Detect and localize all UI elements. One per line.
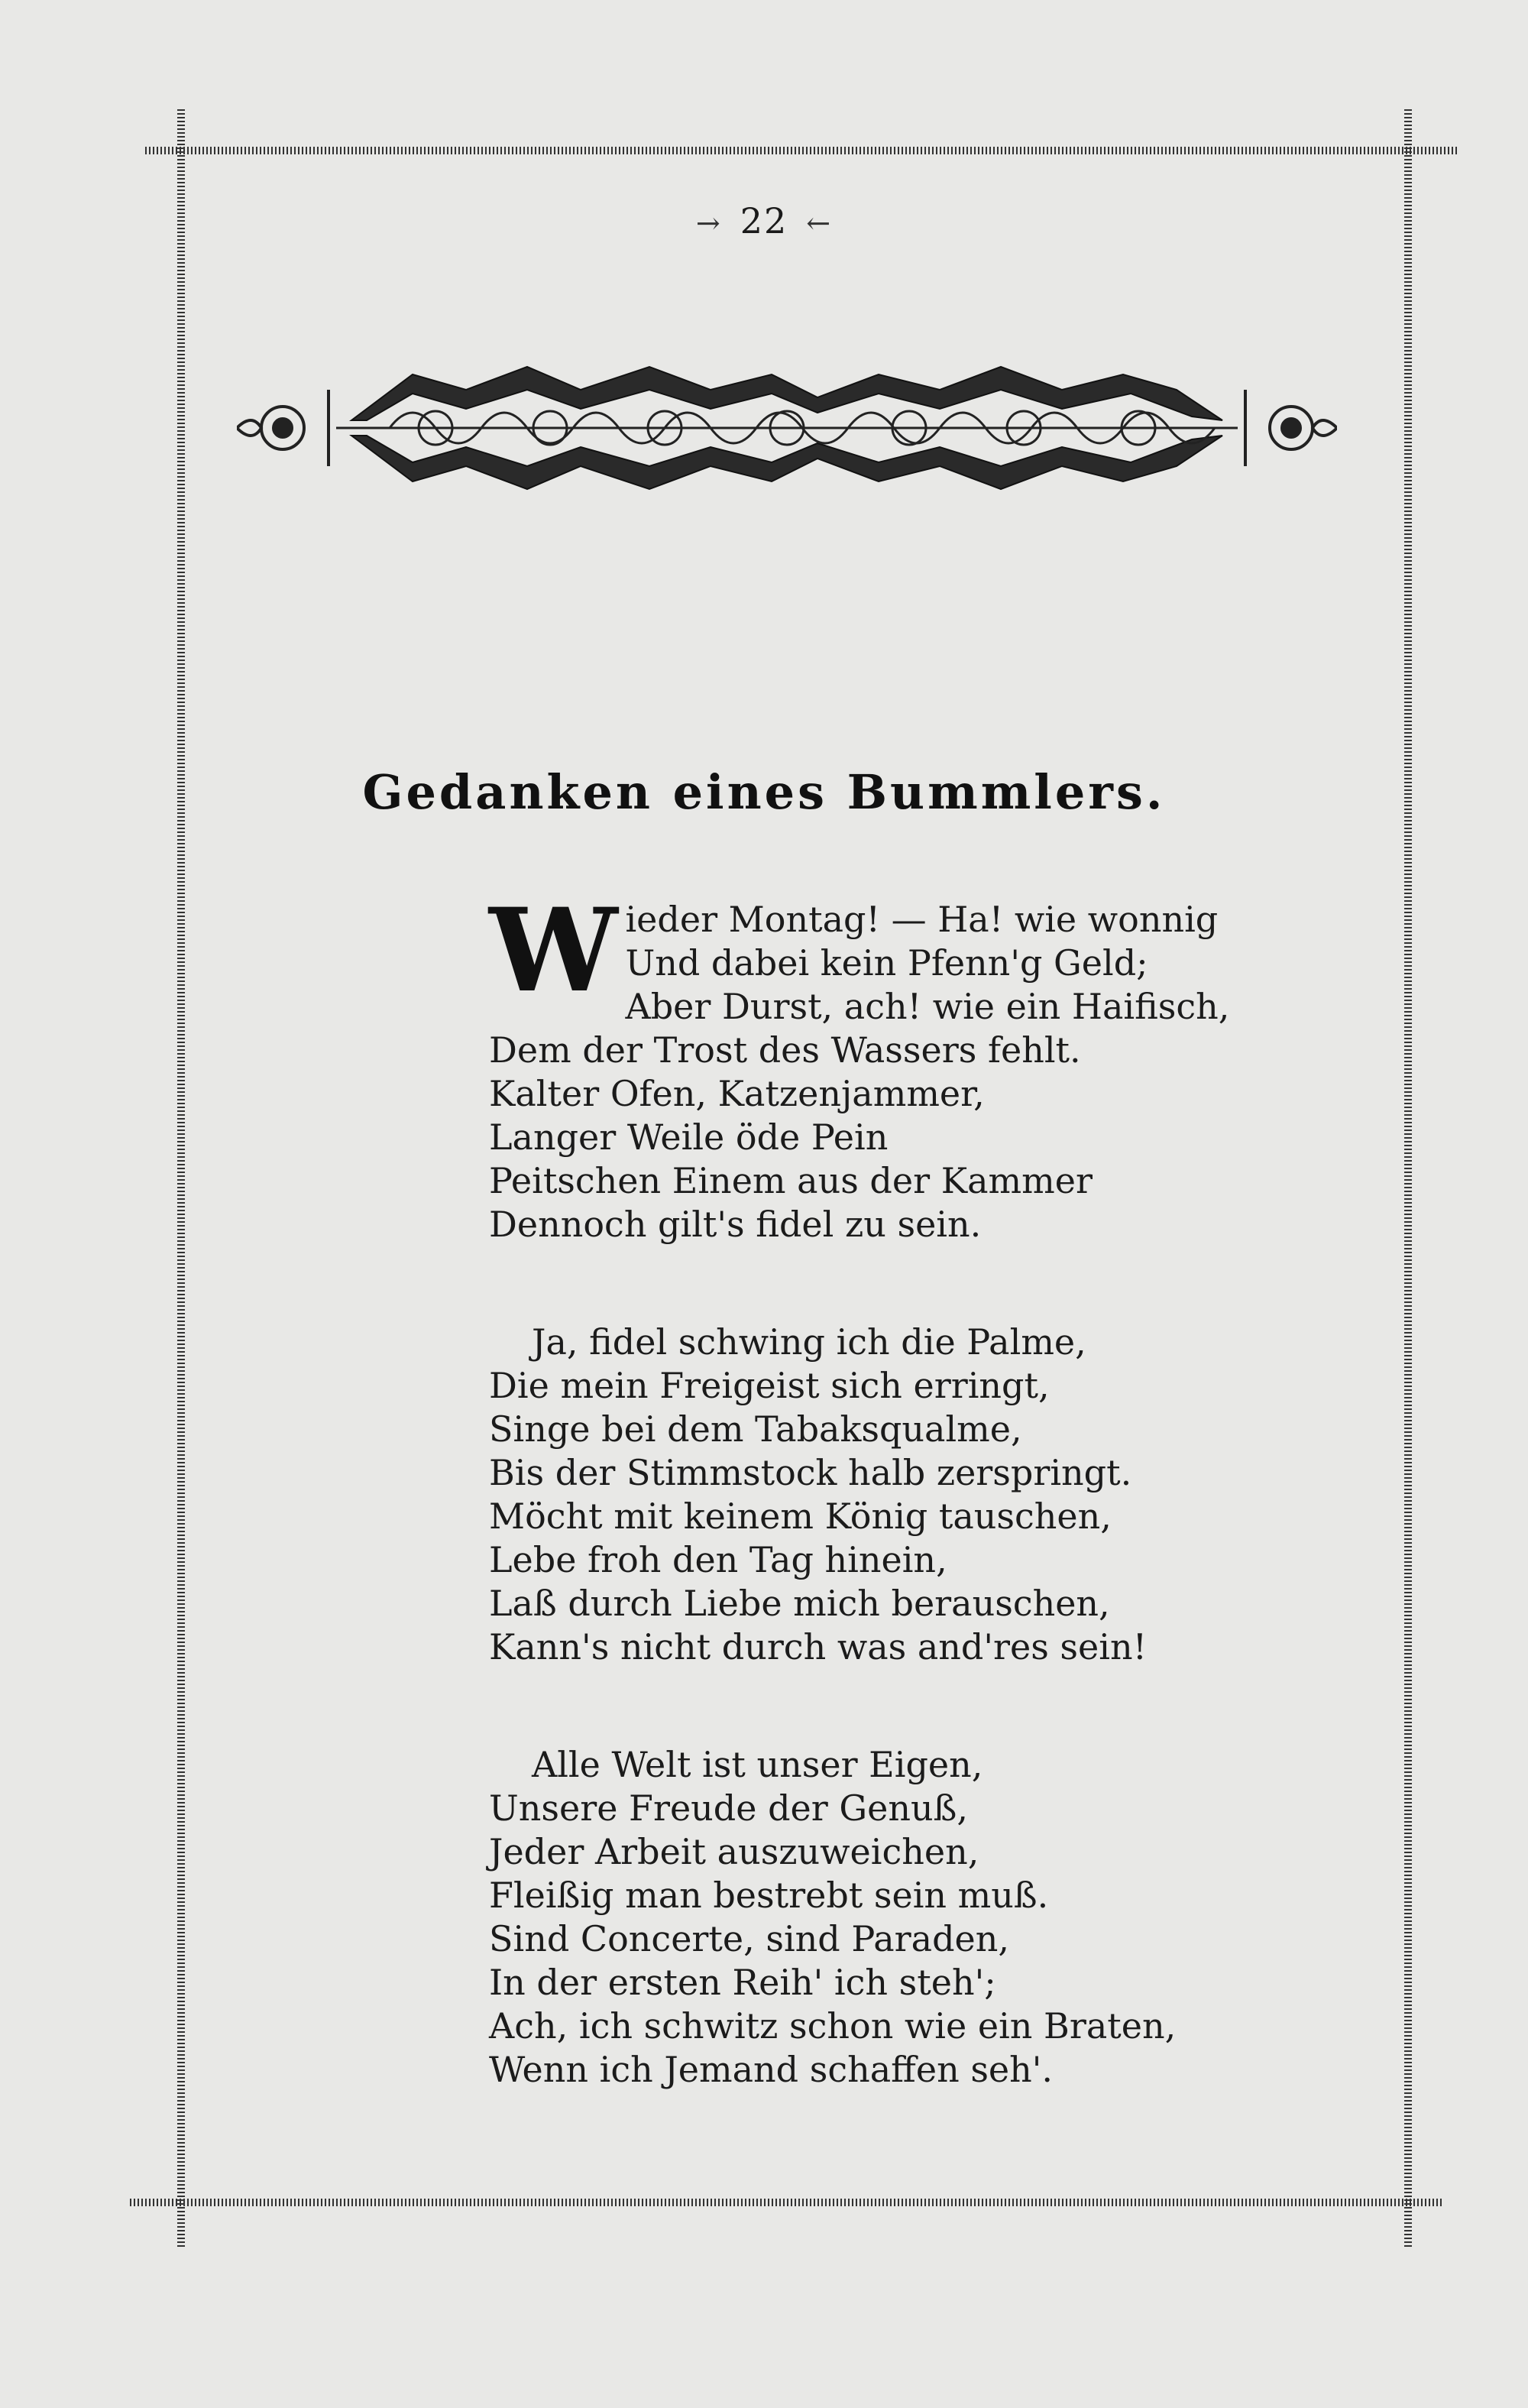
poem-line: Langer Weile öde Pein <box>489 1116 889 1158</box>
poem-line: Unsere Freude der Genuß, <box>489 1787 968 1829</box>
poem-body <box>489 883 1368 2166</box>
poem-line: Fleißig man bestrebt sein muß. <box>489 1875 1049 1916</box>
poem-line: ieder Montag! — Ha! wie wonnig <box>625 899 1219 940</box>
poem-line: Dennoch gilt's fidel zu sein. <box>489 1204 982 1245</box>
poem-line: Ach, ich schwitz schon wie ein Braten, <box>489 2005 1177 2047</box>
stanza-1 <box>489 883 1368 1246</box>
poem-line: Jeder Arbeit auszuweichen, <box>489 1831 979 1872</box>
poem-line: In der ersten Reih' ich steh'; <box>489 1962 996 2003</box>
page-number-line <box>0 200 1528 241</box>
poem-line: Bis der Stimmstock halb zerspringt. <box>489 1452 1132 1493</box>
left-border-rule <box>177 107 185 2247</box>
right-flourish-icon: ← <box>806 206 833 240</box>
poem-line: Singe bei dem Tabaksqualme, <box>489 1408 1022 1450</box>
poem-line: Alle Welt ist unser Eigen, <box>532 1744 983 1785</box>
poem-line: Die mein Freigeist sich erringt, <box>489 1365 1050 1406</box>
bottom-border-rule <box>130 2199 1444 2206</box>
poem-line: Laß durch Liebe mich berauschen, <box>489 1583 1110 1624</box>
poem-line: Möcht mit keinem König tauschen, <box>489 1496 1112 1537</box>
ornamental-headpiece <box>237 344 1337 512</box>
poem-line: Sind Concerte, sind Paraden, <box>489 1918 1010 1959</box>
poem-line: Aber Durst, ach! wie ein Haifisch, <box>625 986 1230 1027</box>
left-flourish-icon: → <box>695 206 722 240</box>
poem-line: Ja, fidel schwing ich die Palme, <box>532 1321 1086 1363</box>
drop-cap: W <box>489 883 618 1018</box>
poem-line: Wenn ich Jemand schaffen seh'. <box>489 2049 1054 2090</box>
page-number: 22 <box>740 200 788 241</box>
poem-line: Lebe froh den Tag hinein, <box>489 1539 947 1580</box>
poem-line: Kalter Ofen, Katzenjammer, <box>489 1073 985 1114</box>
right-border-rule <box>1404 107 1412 2247</box>
poem-line: Kann's nicht durch was and'res sein! <box>489 1626 1148 1667</box>
poem-line: Peitschen Einem aus der Kammer <box>489 1160 1093 1201</box>
poem-line: Und dabei kein Pfenn'g Geld; <box>625 942 1148 984</box>
poem-title: Gedanken eines Bummlers. <box>362 764 1166 820</box>
poem-line: Dem der Trost des Wassers fehlt. <box>489 1029 1081 1071</box>
stanza-2 <box>489 1321 1368 1669</box>
stanza-3 <box>489 1743 1368 2092</box>
top-border-rule <box>145 147 1459 154</box>
